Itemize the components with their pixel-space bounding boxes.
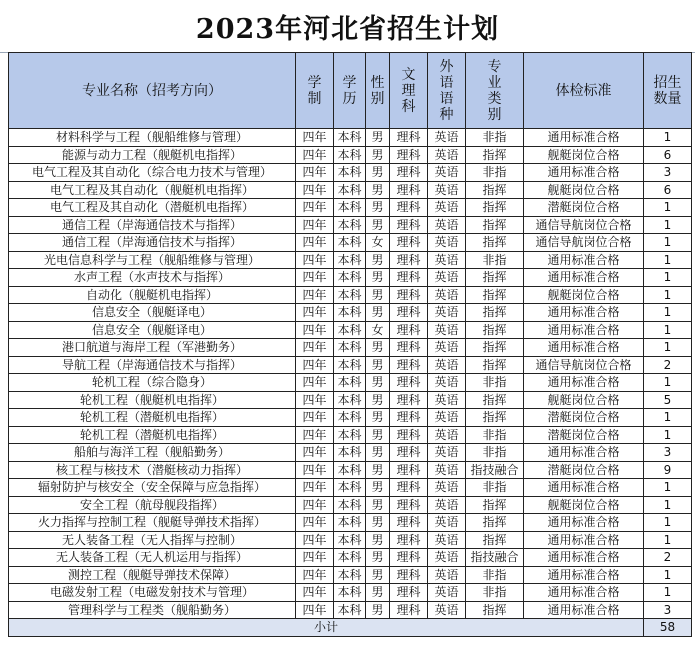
cell-duration: 四年 <box>296 234 334 252</box>
cell-subject: 理科 <box>390 164 428 182</box>
table-row <box>9 181 692 199</box>
cell-category: 指挥 <box>466 356 524 374</box>
cell-category: 指挥 <box>466 391 524 409</box>
cell-degree: 本科 <box>334 339 366 357</box>
table-header-row <box>9 53 692 129</box>
cell-count: 1 <box>644 584 692 602</box>
cell-degree: 本科 <box>334 251 366 269</box>
table-row <box>9 426 692 444</box>
cell-language: 英语 <box>428 391 466 409</box>
cell-gender: 女 <box>366 234 390 252</box>
cell-language: 英语 <box>428 374 466 392</box>
cell-degree: 本科 <box>334 549 366 567</box>
cell-major: 水声工程（水声技术与指挥） <box>9 269 296 287</box>
table-row <box>9 234 692 252</box>
table-row <box>9 146 692 164</box>
cell-major: 管理科学与工程类（舰船勤务） <box>9 601 296 619</box>
cell-subject: 理科 <box>390 129 428 147</box>
cell-language: 英语 <box>428 216 466 234</box>
cell-major: 辐射防护与核安全（安全保障与应急指挥） <box>9 479 296 497</box>
table-row <box>9 269 692 287</box>
header-language: 外语语种 <box>428 53 466 129</box>
cell-count: 6 <box>644 146 692 164</box>
cell-duration: 四年 <box>296 321 334 339</box>
cell-gender: 男 <box>366 146 390 164</box>
cell-category: 指挥 <box>466 409 524 427</box>
cell-gender: 男 <box>366 584 390 602</box>
cell-major: 电气工程及其自动化（综合电力技术与管理） <box>9 164 296 182</box>
cell-degree: 本科 <box>334 479 366 497</box>
cell-degree: 本科 <box>334 286 366 304</box>
cell-count: 1 <box>644 216 692 234</box>
cell-count: 1 <box>644 531 692 549</box>
cell-duration: 四年 <box>296 374 334 392</box>
cell-category: 非指 <box>466 251 524 269</box>
cell-category: 指挥 <box>466 146 524 164</box>
cell-physical: 通用标准合格 <box>524 164 644 182</box>
cell-language: 英语 <box>428 566 466 584</box>
cell-subject: 理科 <box>390 461 428 479</box>
cell-gender: 男 <box>366 374 390 392</box>
cell-subject: 理科 <box>390 251 428 269</box>
cell-language: 英语 <box>428 164 466 182</box>
cell-duration: 四年 <box>296 601 334 619</box>
cell-physical: 通用标准合格 <box>524 339 644 357</box>
cell-duration: 四年 <box>296 199 334 217</box>
cell-physical: 通用标准合格 <box>524 566 644 584</box>
cell-language: 英语 <box>428 129 466 147</box>
cell-degree: 本科 <box>334 129 366 147</box>
cell-degree: 本科 <box>334 496 366 514</box>
cell-gender: 男 <box>366 479 390 497</box>
cell-language: 英语 <box>428 321 466 339</box>
cell-category: 指挥 <box>466 304 524 322</box>
cell-count: 1 <box>644 269 692 287</box>
cell-category: 非指 <box>466 374 524 392</box>
cell-duration: 四年 <box>296 426 334 444</box>
cell-count: 1 <box>644 374 692 392</box>
cell-duration: 四年 <box>296 479 334 497</box>
cell-subject: 理科 <box>390 234 428 252</box>
cell-gender: 男 <box>366 304 390 322</box>
cell-degree: 本科 <box>334 234 366 252</box>
cell-major: 信息安全（舰艇译电） <box>9 321 296 339</box>
header-major: 专业名称（招考方向） <box>9 53 296 129</box>
cell-language: 英语 <box>428 356 466 374</box>
cell-subject: 理科 <box>390 374 428 392</box>
cell-count: 1 <box>644 496 692 514</box>
cell-degree: 本科 <box>334 461 366 479</box>
cell-degree: 本科 <box>334 514 366 532</box>
header-gender: 性别 <box>366 53 390 129</box>
total-row <box>9 619 692 637</box>
cell-physical: 潜艇岗位合格 <box>524 426 644 444</box>
cell-count: 1 <box>644 426 692 444</box>
cell-major: 信息安全（舰艇译电） <box>9 304 296 322</box>
cell-duration: 四年 <box>296 444 334 462</box>
cell-gender: 男 <box>366 129 390 147</box>
cell-category: 指挥 <box>466 514 524 532</box>
cell-duration: 四年 <box>296 566 334 584</box>
cell-gender: 男 <box>366 391 390 409</box>
cell-degree: 本科 <box>334 146 366 164</box>
cell-physical: 通信导航岗位合格 <box>524 356 644 374</box>
cell-duration: 四年 <box>296 356 334 374</box>
cell-physical: 舰艇岗位合格 <box>524 286 644 304</box>
cell-major: 轮机工程（潜艇机电指挥） <box>9 409 296 427</box>
cell-major: 轮机工程（综合隐身） <box>9 374 296 392</box>
cell-subject: 理科 <box>390 304 428 322</box>
cell-major: 导航工程（岸海通信技术与指挥） <box>9 356 296 374</box>
table-row <box>9 531 692 549</box>
cell-gender: 男 <box>366 549 390 567</box>
cell-duration: 四年 <box>296 129 334 147</box>
cell-subject: 理科 <box>390 444 428 462</box>
cell-count: 1 <box>644 514 692 532</box>
cell-language: 英语 <box>428 426 466 444</box>
cell-language: 英语 <box>428 514 466 532</box>
cell-gender: 男 <box>366 444 390 462</box>
cell-duration: 四年 <box>296 216 334 234</box>
cell-category: 非指 <box>466 426 524 444</box>
cell-major: 电气工程及其自动化（舰艇机电指挥） <box>9 181 296 199</box>
cell-physical: 舰艇岗位合格 <box>524 391 644 409</box>
header-count: 招生数量 <box>644 53 692 129</box>
cell-language: 英语 <box>428 199 466 217</box>
cell-subject: 理科 <box>390 566 428 584</box>
cell-degree: 本科 <box>334 269 366 287</box>
table-row <box>9 321 692 339</box>
cell-gender: 男 <box>366 409 390 427</box>
cell-degree: 本科 <box>334 566 366 584</box>
cell-gender: 女 <box>366 321 390 339</box>
cell-gender: 男 <box>366 339 390 357</box>
cell-major: 核工程与核技术（潜艇核动力指挥） <box>9 461 296 479</box>
header-physical: 体检标准 <box>524 53 644 129</box>
header-degree: 学历 <box>334 53 366 129</box>
cell-language: 英语 <box>428 496 466 514</box>
cell-duration: 四年 <box>296 514 334 532</box>
table-row <box>9 164 692 182</box>
table-row <box>9 199 692 217</box>
cell-gender: 男 <box>366 216 390 234</box>
cell-category: 指挥 <box>466 601 524 619</box>
cell-language: 英语 <box>428 409 466 427</box>
cell-language: 英语 <box>428 146 466 164</box>
cell-subject: 理科 <box>390 321 428 339</box>
cell-count: 1 <box>644 129 692 147</box>
cell-language: 英语 <box>428 549 466 567</box>
cell-count: 1 <box>644 409 692 427</box>
table-row <box>9 479 692 497</box>
cell-degree: 本科 <box>334 216 366 234</box>
cell-duration: 四年 <box>296 146 334 164</box>
cell-degree: 本科 <box>334 426 366 444</box>
total-count: 58 <box>644 619 692 637</box>
cell-language: 英语 <box>428 269 466 287</box>
cell-duration: 四年 <box>296 549 334 567</box>
cell-language: 英语 <box>428 181 466 199</box>
cell-category: 指技融合 <box>466 461 524 479</box>
cell-category: 指挥 <box>466 199 524 217</box>
cell-major: 通信工程（岸海通信技术与指挥） <box>9 216 296 234</box>
cell-language: 英语 <box>428 601 466 619</box>
table-row <box>9 374 692 392</box>
cell-physical: 潜艇岗位合格 <box>524 409 644 427</box>
cell-major: 轮机工程（舰艇机电指挥） <box>9 391 296 409</box>
cell-duration: 四年 <box>296 286 334 304</box>
cell-category: 非指 <box>466 479 524 497</box>
cell-duration: 四年 <box>296 496 334 514</box>
cell-subject: 理科 <box>390 496 428 514</box>
cell-subject: 理科 <box>390 286 428 304</box>
cell-language: 英语 <box>428 531 466 549</box>
table-row <box>9 584 692 602</box>
cell-physical: 通用标准合格 <box>524 269 644 287</box>
cell-subject: 理科 <box>390 356 428 374</box>
cell-category: 非指 <box>466 566 524 584</box>
cell-degree: 本科 <box>334 181 366 199</box>
cell-subject: 理科 <box>390 531 428 549</box>
table-row <box>9 216 692 234</box>
cell-category: 指挥 <box>466 234 524 252</box>
header-subject: 文理科 <box>390 53 428 129</box>
cell-major: 无人装备工程（无人指挥与控制） <box>9 531 296 549</box>
cell-language: 英语 <box>428 339 466 357</box>
cell-count: 1 <box>644 566 692 584</box>
cell-major: 能源与动力工程（舰艇机电指挥） <box>9 146 296 164</box>
table-body <box>9 129 692 637</box>
cell-gender: 男 <box>366 251 390 269</box>
cell-physical: 舰艇岗位合格 <box>524 146 644 164</box>
cell-count: 3 <box>644 601 692 619</box>
total-label: 小计 <box>9 619 644 637</box>
cell-category: 指挥 <box>466 269 524 287</box>
table-row <box>9 304 692 322</box>
table-row <box>9 339 692 357</box>
cell-degree: 本科 <box>334 601 366 619</box>
cell-degree: 本科 <box>334 356 366 374</box>
cell-gender: 男 <box>366 601 390 619</box>
cell-duration: 四年 <box>296 391 334 409</box>
cell-category: 非指 <box>466 164 524 182</box>
table-row <box>9 496 692 514</box>
cell-count: 6 <box>644 181 692 199</box>
cell-category: 指挥 <box>466 216 524 234</box>
cell-subject: 理科 <box>390 601 428 619</box>
cell-count: 1 <box>644 339 692 357</box>
cell-subject: 理科 <box>390 409 428 427</box>
cell-physical: 通用标准合格 <box>524 549 644 567</box>
header-category: 专业类别 <box>466 53 524 129</box>
cell-category: 指技融合 <box>466 549 524 567</box>
cell-count: 5 <box>644 391 692 409</box>
cell-major: 船舶与海洋工程（舰船勤务） <box>9 444 296 462</box>
cell-language: 英语 <box>428 251 466 269</box>
cell-degree: 本科 <box>334 164 366 182</box>
cell-subject: 理科 <box>390 479 428 497</box>
cell-language: 英语 <box>428 234 466 252</box>
cell-count: 1 <box>644 199 692 217</box>
table-row <box>9 409 692 427</box>
cell-physical: 通用标准合格 <box>524 479 644 497</box>
cell-physical: 通信导航岗位合格 <box>524 216 644 234</box>
table-row <box>9 391 692 409</box>
cell-subject: 理科 <box>390 514 428 532</box>
cell-category: 指挥 <box>466 531 524 549</box>
cell-duration: 四年 <box>296 181 334 199</box>
cell-major: 电气工程及其自动化（潜艇机电指挥） <box>9 199 296 217</box>
cell-gender: 男 <box>366 286 390 304</box>
cell-gender: 男 <box>366 566 390 584</box>
cell-subject: 理科 <box>390 199 428 217</box>
cell-physical: 通用标准合格 <box>524 374 644 392</box>
cell-major: 自动化（舰艇机电指挥） <box>9 286 296 304</box>
cell-major: 火力指挥与控制工程（舰艇导弹技术指挥） <box>9 514 296 532</box>
table-row <box>9 566 692 584</box>
cell-physical: 舰艇岗位合格 <box>524 496 644 514</box>
cell-category: 非指 <box>466 584 524 602</box>
cell-gender: 男 <box>366 496 390 514</box>
cell-major: 通信工程（岸海通信技术与指挥） <box>9 234 296 252</box>
table-row <box>9 286 692 304</box>
cell-physical: 通用标准合格 <box>524 514 644 532</box>
cell-duration: 四年 <box>296 164 334 182</box>
enrollment-table <box>8 52 692 637</box>
cell-major: 轮机工程（潜艇机电指挥） <box>9 426 296 444</box>
cell-subject: 理科 <box>390 216 428 234</box>
cell-duration: 四年 <box>296 461 334 479</box>
table-row <box>9 444 692 462</box>
cell-duration: 四年 <box>296 269 334 287</box>
cell-count: 2 <box>644 549 692 567</box>
cell-count: 1 <box>644 304 692 322</box>
cell-physical: 通用标准合格 <box>524 531 644 549</box>
cell-count: 2 <box>644 356 692 374</box>
cell-physical: 舰艇岗位合格 <box>524 181 644 199</box>
cell-language: 英语 <box>428 286 466 304</box>
cell-major: 无人装备工程（无人机运用与指挥） <box>9 549 296 567</box>
cell-degree: 本科 <box>334 531 366 549</box>
cell-language: 英语 <box>428 444 466 462</box>
cell-degree: 本科 <box>334 391 366 409</box>
cell-degree: 本科 <box>334 199 366 217</box>
cell-major: 电磁发射工程（电磁发射技术与管理） <box>9 584 296 602</box>
cell-subject: 理科 <box>390 426 428 444</box>
cell-physical: 通用标准合格 <box>524 251 644 269</box>
page-title: 2023年河北省招生计划 <box>0 0 695 53</box>
cell-category: 非指 <box>466 444 524 462</box>
header-duration: 学制 <box>296 53 334 129</box>
cell-major: 安全工程（航母舰段指挥） <box>9 496 296 514</box>
cell-degree: 本科 <box>334 321 366 339</box>
cell-physical: 通用标准合格 <box>524 304 644 322</box>
cell-language: 英语 <box>428 584 466 602</box>
table-row <box>9 461 692 479</box>
cell-degree: 本科 <box>334 304 366 322</box>
cell-gender: 男 <box>366 531 390 549</box>
cell-category: 指挥 <box>466 496 524 514</box>
cell-physical: 通用标准合格 <box>524 321 644 339</box>
cell-physical: 通信导航岗位合格 <box>524 234 644 252</box>
cell-physical: 通用标准合格 <box>524 129 644 147</box>
cell-subject: 理科 <box>390 181 428 199</box>
cell-gender: 男 <box>366 514 390 532</box>
cell-gender: 男 <box>366 199 390 217</box>
table-row <box>9 129 692 147</box>
cell-major: 材料科学与工程（舰船维修与管理） <box>9 129 296 147</box>
cell-physical: 潜艇岗位合格 <box>524 199 644 217</box>
cell-language: 英语 <box>428 479 466 497</box>
table-row <box>9 356 692 374</box>
cell-count: 9 <box>644 461 692 479</box>
cell-count: 1 <box>644 234 692 252</box>
cell-language: 英语 <box>428 304 466 322</box>
table-row <box>9 251 692 269</box>
cell-subject: 理科 <box>390 391 428 409</box>
cell-duration: 四年 <box>296 304 334 322</box>
cell-major: 光电信息科学与工程（舰船维修与管理） <box>9 251 296 269</box>
cell-physical: 潜艇岗位合格 <box>524 461 644 479</box>
cell-physical: 通用标准合格 <box>524 584 644 602</box>
cell-count: 3 <box>644 164 692 182</box>
cell-degree: 本科 <box>334 374 366 392</box>
cell-duration: 四年 <box>296 409 334 427</box>
cell-subject: 理科 <box>390 146 428 164</box>
cell-subject: 理科 <box>390 549 428 567</box>
cell-duration: 四年 <box>296 251 334 269</box>
table-row <box>9 549 692 567</box>
cell-category: 指挥 <box>466 286 524 304</box>
cell-degree: 本科 <box>334 584 366 602</box>
cell-physical: 通用标准合格 <box>524 444 644 462</box>
cell-degree: 本科 <box>334 409 366 427</box>
cell-count: 1 <box>644 479 692 497</box>
cell-gender: 男 <box>366 356 390 374</box>
cell-category: 指挥 <box>466 321 524 339</box>
cell-degree: 本科 <box>334 444 366 462</box>
cell-duration: 四年 <box>296 584 334 602</box>
cell-category: 指挥 <box>466 181 524 199</box>
cell-gender: 男 <box>366 426 390 444</box>
cell-count: 1 <box>644 321 692 339</box>
cell-major: 港口航道与海岸工程（军港勤务） <box>9 339 296 357</box>
cell-gender: 男 <box>366 461 390 479</box>
cell-duration: 四年 <box>296 531 334 549</box>
cell-category: 非指 <box>466 129 524 147</box>
cell-count: 1 <box>644 251 692 269</box>
cell-major: 测控工程（舰艇导弹技术保障） <box>9 566 296 584</box>
cell-subject: 理科 <box>390 269 428 287</box>
table-row <box>9 601 692 619</box>
cell-gender: 男 <box>366 269 390 287</box>
cell-count: 1 <box>644 286 692 304</box>
cell-gender: 男 <box>366 164 390 182</box>
cell-count: 3 <box>644 444 692 462</box>
cell-duration: 四年 <box>296 339 334 357</box>
cell-physical: 通用标准合格 <box>524 601 644 619</box>
cell-subject: 理科 <box>390 339 428 357</box>
table-row <box>9 514 692 532</box>
cell-language: 英语 <box>428 461 466 479</box>
cell-subject: 理科 <box>390 584 428 602</box>
cell-category: 指挥 <box>466 339 524 357</box>
cell-gender: 男 <box>366 181 390 199</box>
